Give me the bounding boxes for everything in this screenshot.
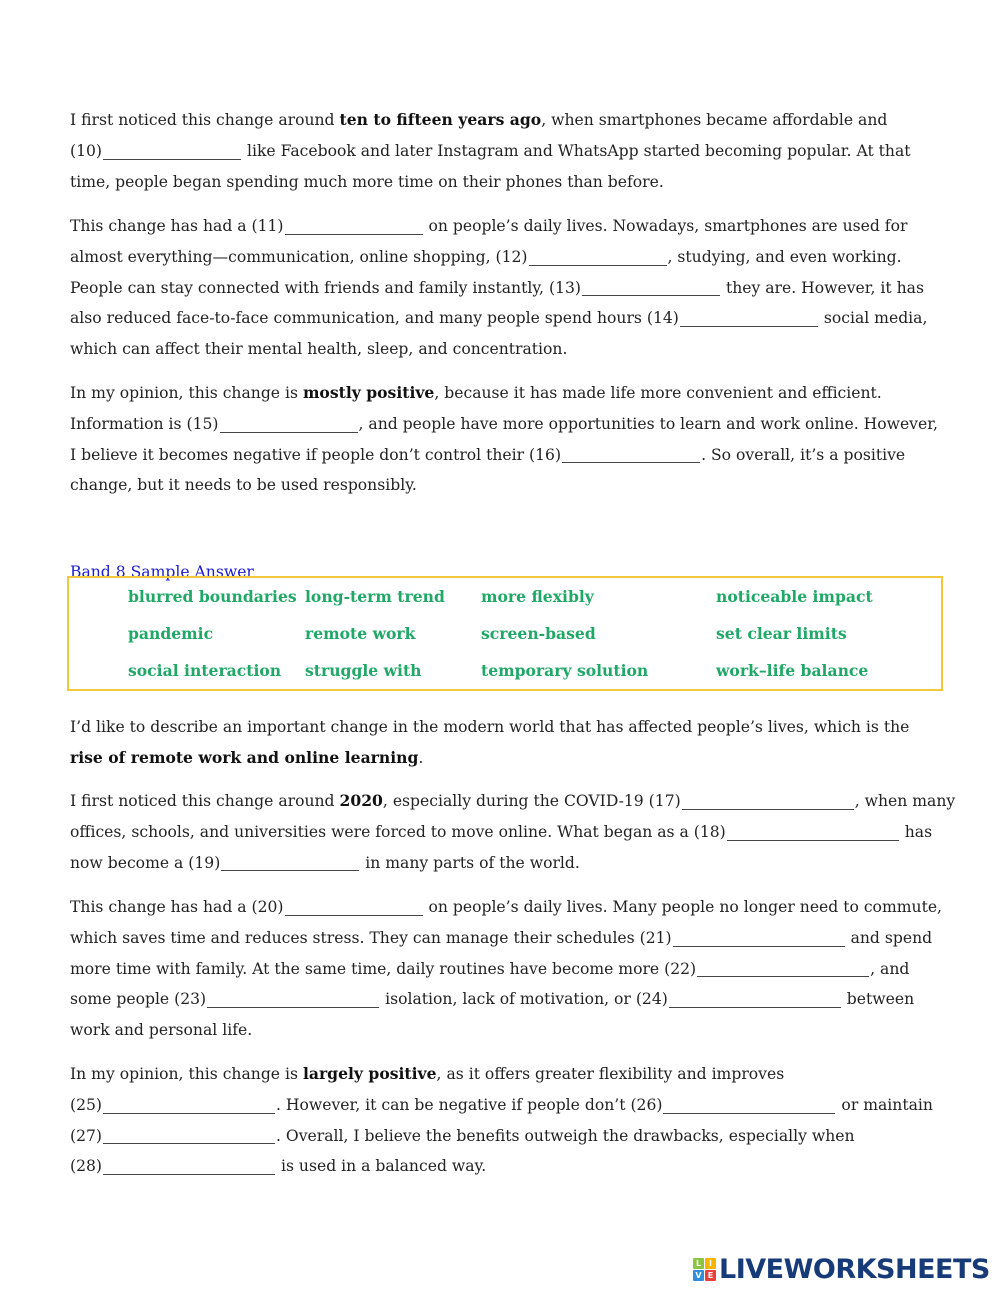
text-segment: People can stay connected with friends and family instantly, (13) — [70, 278, 581, 297]
word-bank-item: temporary solution — [481, 661, 649, 680]
word-bank-item: screen-based — [481, 624, 596, 643]
text-segment: which can affect their mental health, sleep, and concentration. — [70, 340, 568, 359]
text-segment: isolation, lack of motivation, or (24) — [380, 990, 668, 1009]
word-bank-item: social interaction — [128, 661, 282, 680]
text-segment: social media, — [818, 309, 928, 328]
text-segment: which saves time and reduces stress. They can manage their schedules (21) — [70, 928, 672, 947]
text-segment: some people (23) — [70, 990, 207, 1009]
text-segment: is used in a balanced way. — [276, 1157, 487, 1176]
word-bank-item: noticeable impact — [716, 587, 873, 606]
text-segment: almost everything—communication, online shopping, (12) — [70, 247, 528, 266]
answer-blank-19[interactable] — [221, 855, 359, 871]
text-segment: I first noticed this change around — [70, 792, 340, 810]
text-segment: and spend — [845, 928, 933, 947]
logo-tile: V — [693, 1270, 704, 1281]
answer-blank-11[interactable] — [285, 219, 423, 235]
text-segment: , and — [870, 959, 910, 978]
logo-text: LIVEWORKSHEETS — [719, 1254, 990, 1285]
text-segment: (10) — [70, 141, 103, 160]
word-bank-item: pandemic — [128, 624, 214, 643]
word-bank-item: set clear limits — [716, 624, 847, 643]
answer-blank-21[interactable] — [673, 931, 845, 947]
bold-phrase: ten to fifteen years ago — [339, 110, 542, 129]
text-segment: now become a (19) — [70, 853, 221, 872]
text-segment: , when many — [854, 792, 956, 810]
text-segment: . So overall, it’s a positive — [701, 445, 906, 464]
text-segment: on people’s daily lives. Many people no longer need to commute, — [423, 898, 943, 916]
answer-blank-16[interactable] — [562, 447, 700, 463]
bold-phrase: largely positive — [302, 1064, 437, 1083]
text-segment: like Facebook and later Instagram and WhatsApp started becoming popular. At that — [242, 141, 911, 160]
logo-tile: I — [705, 1258, 716, 1269]
answer-blank-12[interactable] — [529, 250, 667, 266]
word-bank-heading: Band 8 Sample Answer — [70, 562, 254, 581]
text-segment: on people’s daily lives. Nowadays, smartphones are used for — [423, 217, 908, 235]
answer-blank-10[interactable] — [103, 144, 241, 160]
word-bank-item: long-term trend — [305, 587, 445, 606]
answer-blank-18[interactable] — [727, 825, 899, 841]
word-bank-item: work–life balance — [716, 661, 869, 680]
text-segment: (25) — [70, 1095, 103, 1114]
bold-phrase: 2020 — [339, 791, 383, 810]
text-segment: between — [841, 990, 915, 1009]
text-segment: , because it has made life more convenient and efficient. — [434, 384, 882, 402]
answer-blank-20[interactable] — [285, 900, 423, 916]
paragraph — [70, 786, 970, 878]
word-bank-item: more flexibly — [481, 587, 594, 606]
paragraph — [70, 211, 970, 365]
text-segment: Information is (15) — [70, 414, 219, 433]
text-segment: , especially during the COVID-19 (17) — [382, 792, 681, 810]
paragraph — [70, 1059, 970, 1182]
answer-blank-28[interactable] — [103, 1159, 275, 1175]
bold-phrase: rise of remote work and online learning — [70, 747, 419, 767]
paragraph — [70, 378, 970, 501]
text-segment: or maintain — [836, 1095, 933, 1114]
text-segment: also reduced face-to-face communication, and many people spend hours (14) — [70, 309, 679, 328]
text-segment: they are. However, it has — [720, 278, 924, 297]
text-segment: This change has had a (20) — [70, 898, 284, 916]
text-segment: . However, it can be negative if people don’t (26) — [276, 1095, 663, 1114]
logo-tile: E — [705, 1270, 716, 1281]
word-bank-item: remote work — [305, 624, 416, 643]
text-segment: This change has had a (11) — [70, 217, 284, 235]
bold-phrase: mostly positive — [302, 383, 435, 402]
text-segment: , as it offers greater flexibility and improves — [436, 1065, 785, 1083]
text-segment: I believe it becomes negative if people don’t control their (16) — [70, 445, 562, 464]
answer-blank-15[interactable] — [220, 417, 358, 433]
text-segment: more time with family. At the same time, daily routines have become more (22) — [70, 959, 697, 978]
answer-blank-23[interactable] — [207, 992, 379, 1008]
text-segment: , studying, and even working. — [667, 247, 902, 266]
text-segment: , and people have more opportunities to learn and work online. However, — [358, 414, 938, 433]
text-segment: offices, schools, and universities were forced to move online. What began as a (18) — [70, 822, 726, 841]
live-tiles-icon — [693, 1258, 716, 1281]
paragraph — [70, 892, 970, 1046]
answer-blank-13[interactable] — [582, 280, 720, 296]
answer-blank-27[interactable] — [103, 1128, 275, 1144]
text-segment: I’d like to describe an important change in the modern world that has affected people’s lives, which is the — [70, 718, 910, 736]
text-segment: , when smartphones became affordable and — [541, 111, 888, 129]
answer-blank-17[interactable] — [682, 794, 854, 810]
text-segment: In my opinion, this change is — [70, 1065, 303, 1083]
text-segment: work and personal life. — [70, 1021, 253, 1040]
text-segment: in many parts of the world. — [360, 853, 580, 872]
answer-blank-22[interactable] — [697, 961, 869, 977]
answer-blank-26[interactable] — [663, 1098, 835, 1114]
logo-tile: L — [693, 1258, 704, 1269]
text-segment: time, people began spending much more time on their phones than before. — [70, 172, 664, 191]
paragraph — [70, 105, 970, 197]
answer-blank-25[interactable] — [103, 1098, 275, 1114]
text-segment: has — [899, 822, 933, 841]
answer-blank-14[interactable] — [680, 311, 818, 327]
text-segment: I first noticed this change around — [70, 111, 340, 129]
liveworksheets-logo — [693, 1254, 990, 1285]
text-segment: (27) — [70, 1126, 103, 1145]
word-bank-item: struggle with — [305, 661, 422, 680]
answer-blank-24[interactable] — [669, 992, 841, 1008]
word-bank-item: blurred boundaries — [128, 587, 297, 606]
text-segment: . — [418, 748, 424, 767]
paragraph — [70, 712, 970, 774]
text-segment: . Overall, I believe the benefits outweigh the drawbacks, especially when — [276, 1126, 855, 1145]
text-segment: (28) — [70, 1157, 103, 1176]
text-segment: change, but it needs to be used responsibly. — [70, 476, 417, 495]
text-segment: In my opinion, this change is — [70, 384, 303, 402]
